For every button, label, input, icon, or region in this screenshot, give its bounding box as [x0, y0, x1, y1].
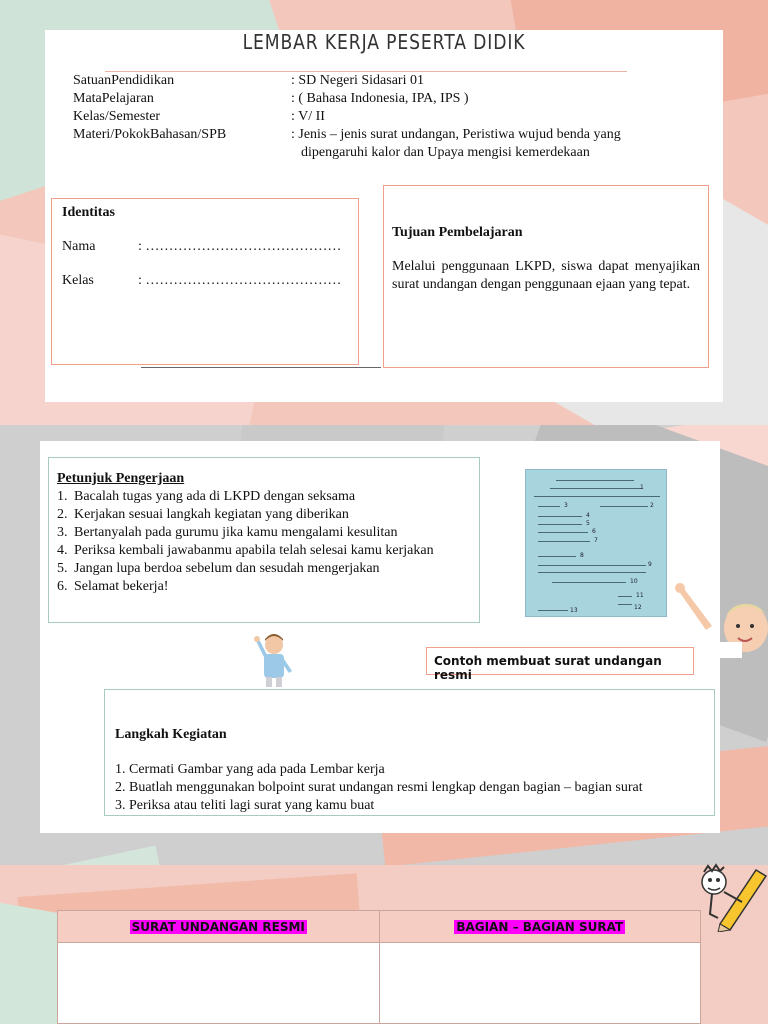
list-item: 2. Buatlah menggunakan bolpoint surat undangan resmi lengkap dengan bagian – bagian surat — [115, 780, 643, 795]
info-value: : V/ II — [291, 109, 325, 124]
info-block — [73, 72, 661, 162]
info-value: : SD Negeri Sidasari 01 — [291, 73, 424, 88]
langkah-box — [104, 689, 715, 816]
list-item: 5. Jangan lupa berdoa sebelum dan sesudah mengerjakan — [57, 561, 380, 576]
info-key: Kelas/Semester — [73, 109, 161, 124]
tujuan-text: Melalui penggunaan LKPD, siswa dapat menyajikan surat undangan dengan penggunaan ejaan yang tepat. — [392, 259, 700, 292]
nama-label: Nama — [62, 239, 96, 254]
info-row — [73, 90, 661, 108]
worksheet-table — [57, 910, 701, 1024]
list-item: 6. Selamat bekerja! — [57, 579, 169, 594]
info-row — [73, 72, 661, 90]
kelas-row — [62, 273, 348, 289]
answer-cell-bagian[interactable] — [379, 943, 701, 1024]
list-item: 1. Cermati Gambar yang ada pada Lembar kerja — [115, 762, 385, 777]
petunjuk-box — [48, 457, 480, 623]
nama-field[interactable]: : …………………………………… — [138, 239, 342, 254]
list-item: 2. Kerjakan sesuai langkah kegiatan yang diberikan — [57, 507, 349, 522]
info-key: MataPelajaran — [73, 91, 154, 106]
info-row — [73, 108, 661, 126]
info-value: : ( Bahasa Indonesia, IPA, IPS ) — [291, 91, 469, 106]
answer-cell-surat[interactable] — [58, 943, 380, 1024]
header-card — [45, 30, 723, 402]
baby-illustration — [672, 582, 768, 658]
letter-example-image: 1 3 2 4 5 6 7 8 9 10 11 12 13 — [525, 469, 667, 617]
instructions-card — [40, 441, 720, 833]
page-title: LEMBAR KERJA PESERTA DIDIK — [242, 30, 526, 54]
petunjuk-heading: Petunjuk Pengerjaan — [57, 471, 185, 486]
tujuan-heading: Tujuan Pembelajaran — [392, 225, 523, 240]
list-item: 3. Periksa atau teliti lagi surat yang kamu buat — [115, 798, 375, 813]
list-item: 4. Periksa kembali jawabanmu apabila telah selesai kamu kerjakan — [57, 543, 434, 558]
contoh-label: Contoh membuat surat undangan resmi — [426, 647, 694, 675]
kelas-field[interactable]: : …………………………………… — [138, 273, 342, 288]
petunjuk-list — [57, 488, 471, 596]
info-value-continued: dipengaruhi kalor dan Upaya mengisi kemerdekaan — [301, 145, 590, 160]
child-illustration — [250, 631, 298, 687]
info-row — [73, 126, 661, 144]
list-item: 1. Bacalah tugas yang ada di LKPD dengan seksama — [57, 489, 356, 504]
identitas-box — [51, 198, 359, 365]
identitas-underline — [141, 367, 381, 368]
table-header-bagian: BAGIAN – BAGIAN SURAT — [379, 911, 701, 943]
identitas-heading: Identitas — [62, 205, 115, 220]
info-row — [73, 144, 661, 162]
pencil-mascot-illustration — [696, 862, 768, 932]
table-header-surat: SURAT UNDANGAN RESMI — [58, 911, 380, 943]
kelas-label: Kelas — [62, 273, 94, 288]
list-item: 3. Bertanyalah pada gurumu jika kamu mengalami kesulitan — [57, 525, 398, 540]
info-value: : Jenis – jenis surat undangan, Peristiwa wujud benda yang — [291, 127, 621, 142]
info-key: SatuanPendidikan — [73, 73, 175, 88]
tujuan-box — [383, 185, 709, 368]
nama-row — [62, 239, 348, 255]
langkah-heading: Langkah Kegiatan — [115, 727, 227, 742]
info-key: Materi/PokokBahasan/SPB — [73, 127, 227, 142]
